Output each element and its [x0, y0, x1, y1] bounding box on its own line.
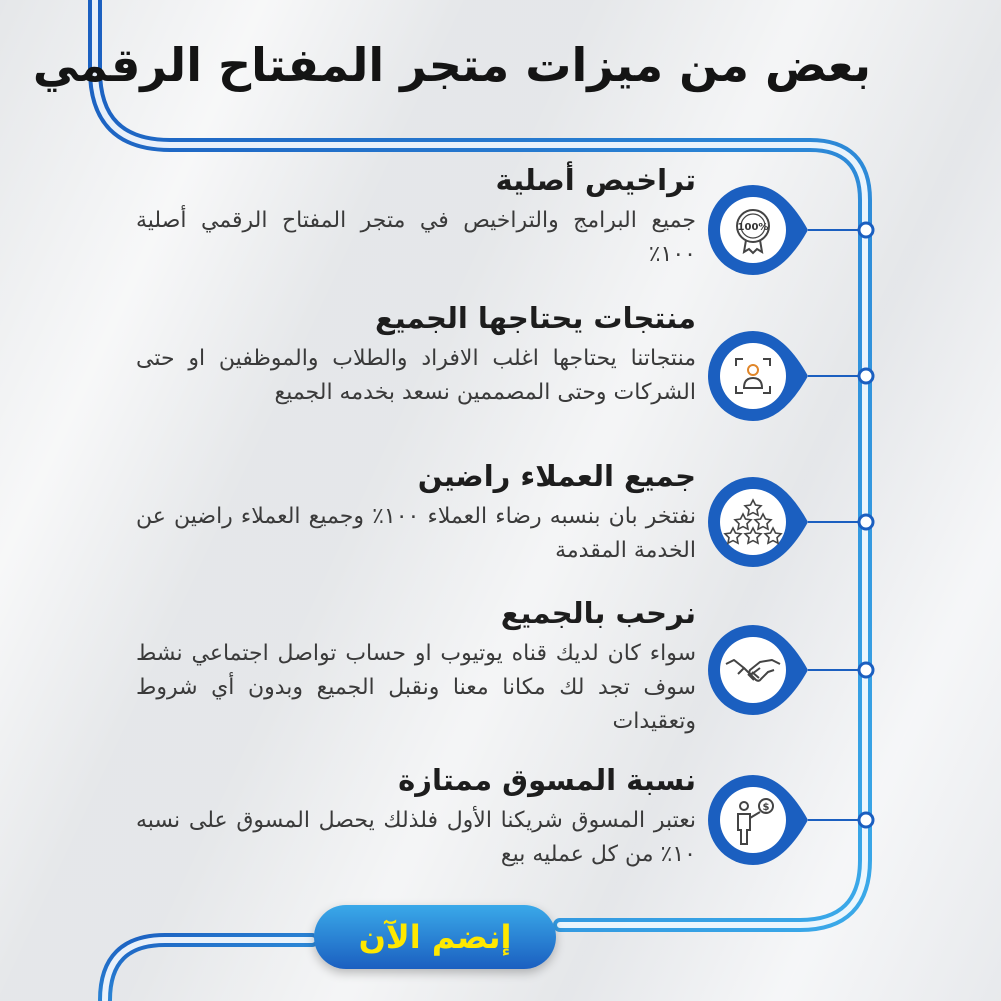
- feature-marketer-commission: [136, 762, 696, 872]
- feature-original-licenses: [136, 162, 696, 272]
- feature-title: جميع العملاء راضين: [417, 459, 696, 493]
- feature-description: منتجاتنا يحتاجها اغلب الافراد والطلاب والموظفين او حتى الشركات وحتى المصممين نسعد بخدمه الجميع: [136, 345, 696, 405]
- user-focus-icon: [708, 326, 818, 426]
- feature-description: نعتبر المسوق شريكنا الأول فلذلك يحصل المسوق على نسبه ١٠٪ من كل عمليه بيع: [136, 807, 696, 867]
- feature-title: منتجات يحتاجها الجميع: [374, 301, 696, 335]
- svg-text:$: $: [762, 802, 770, 813]
- join-now-label: إنضم الآن: [358, 918, 512, 956]
- svg-text:100%: 100%: [737, 222, 769, 233]
- badge-100-percent-icon: [708, 180, 818, 280]
- feature-title: نرحب بالجميع: [500, 596, 696, 630]
- connector-node: [859, 369, 873, 383]
- connector-node: [859, 663, 873, 677]
- connector-node: [859, 223, 873, 237]
- marketer-money-icon: [708, 770, 818, 870]
- handshake-icon: [708, 620, 818, 720]
- stars-rating-icon: [708, 472, 818, 572]
- feature-welcome-everyone: [136, 595, 696, 739]
- feature-description: جميع البرامج والتراخيص في متجر المفتاح الرقمي أصلية ١٠٠٪: [136, 207, 696, 267]
- feature-title: تراخيص أصلية: [495, 163, 696, 197]
- feature-title: نسبة المسوق ممتازة: [398, 763, 696, 797]
- feature-description: سواء كان لديك قناه يوتيوب او حساب تواصل اجتماعي نشط سوف تجد لك مكانا معنا ونقبل الجميع وبدون أي شروط وتعقيدات: [136, 640, 696, 734]
- page-title: بعض من ميزات متجر المفتاح الرقمي: [32, 38, 871, 92]
- feature-products-for-everyone: [136, 300, 696, 410]
- connector-node: [859, 515, 873, 529]
- feature-description: نفتخر بان بنسبه رضاء العملاء ١٠٠٪ وجميع العملاء راضين عن الخدمة المقدمة: [136, 503, 696, 563]
- connector-node: [859, 813, 873, 827]
- feature-satisfied-customers: [136, 458, 696, 568]
- join-now-button[interactable]: [314, 905, 556, 969]
